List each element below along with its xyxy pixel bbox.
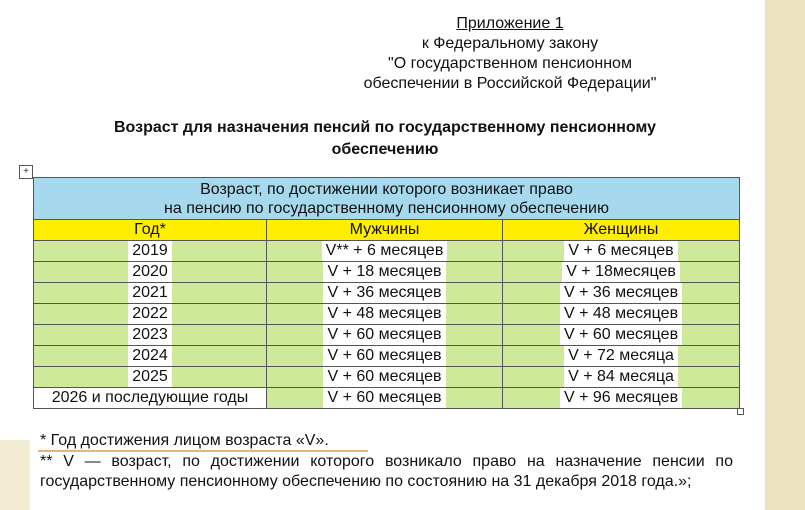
women-cell: V + 72 месяца xyxy=(564,346,678,366)
pension-age-table xyxy=(33,177,740,409)
table-row xyxy=(34,241,740,262)
men-cell: V + 36 месяцев xyxy=(323,283,445,303)
table-row xyxy=(34,367,740,388)
men-cell: V** + 6 месяцев xyxy=(322,241,448,261)
table-row xyxy=(34,304,740,325)
men-cell: V + 60 месяцев xyxy=(323,367,445,387)
document-title-line-2: обеспечению xyxy=(331,141,439,158)
men-cell: V + 60 месяцев xyxy=(323,388,445,408)
men-cell: V + 60 месяцев xyxy=(323,346,445,366)
footnote-age-definition: ** V — возраст, по достижении которого возникало право на назначение пенсии по государственному пенсионному обеспечению по состоянию на 31 декабря 2018 года.»; xyxy=(40,453,733,490)
table-row xyxy=(34,262,740,283)
page-margin-background xyxy=(765,0,805,510)
year-cell: 2021 xyxy=(128,283,172,303)
column-header-year: Год* xyxy=(34,220,267,241)
women-cell: V + 6 месяцев xyxy=(564,241,677,261)
table-caption xyxy=(34,178,740,220)
women-cell: V + 18месяцев xyxy=(562,262,680,282)
appendix-law-ref: к Федеральному закону xyxy=(421,35,599,52)
year-cell: 2022 xyxy=(128,304,172,324)
women-cell: V + 96 месяцев xyxy=(560,388,682,408)
year-cell: 2024 xyxy=(128,346,172,366)
year-cell: 2019 xyxy=(128,241,172,261)
table-row xyxy=(34,388,740,409)
table-row xyxy=(34,283,740,304)
appendix-number: Приложение 1 xyxy=(456,15,564,32)
column-header-women: Женщины xyxy=(503,220,740,241)
men-cell: V + 60 месяцев xyxy=(323,325,445,345)
table-caption-row xyxy=(34,178,740,220)
appendix-law-title-2: обеспечении в Российской Федерации" xyxy=(363,75,657,92)
women-cell: V + 48 месяцев xyxy=(560,304,682,324)
table-header-row xyxy=(34,220,740,241)
move-cross-icon[interactable]: + xyxy=(19,165,33,179)
year-cell: 2023 xyxy=(128,325,172,345)
appendix-header xyxy=(330,14,690,94)
document-title-line-1: Возраст для назначения пенсий по государственному пенсионному xyxy=(114,119,656,136)
year-cell: 2020 xyxy=(128,262,172,282)
document-title xyxy=(70,117,700,161)
table-row xyxy=(34,325,740,346)
men-cell: V + 48 месяцев xyxy=(323,304,445,324)
women-cell: V + 84 месяца xyxy=(564,367,678,387)
year-cell: 2025 xyxy=(128,367,172,387)
page-margin-background-left xyxy=(0,440,30,510)
men-cell: V + 18 месяцев xyxy=(323,262,445,282)
year-cell: 2026 и последующие годы xyxy=(48,388,253,408)
women-cell: V + 60 месяцев xyxy=(560,325,682,345)
table-caption-line-1: Возраст, по достижении которого возникает право xyxy=(200,181,573,198)
table-caption-line-2: на пенсию по государственному пенсионному обеспечению xyxy=(164,200,609,217)
appendix-law-title-1: "О государственном пенсионном xyxy=(388,55,632,72)
resize-square-icon[interactable] xyxy=(737,408,744,415)
footnote-year: * Год достижения лицом возраста «V». xyxy=(40,432,329,449)
women-cell: V + 36 месяцев xyxy=(560,283,682,303)
table-row xyxy=(34,346,740,367)
column-header-men: Мужчины xyxy=(267,220,503,241)
